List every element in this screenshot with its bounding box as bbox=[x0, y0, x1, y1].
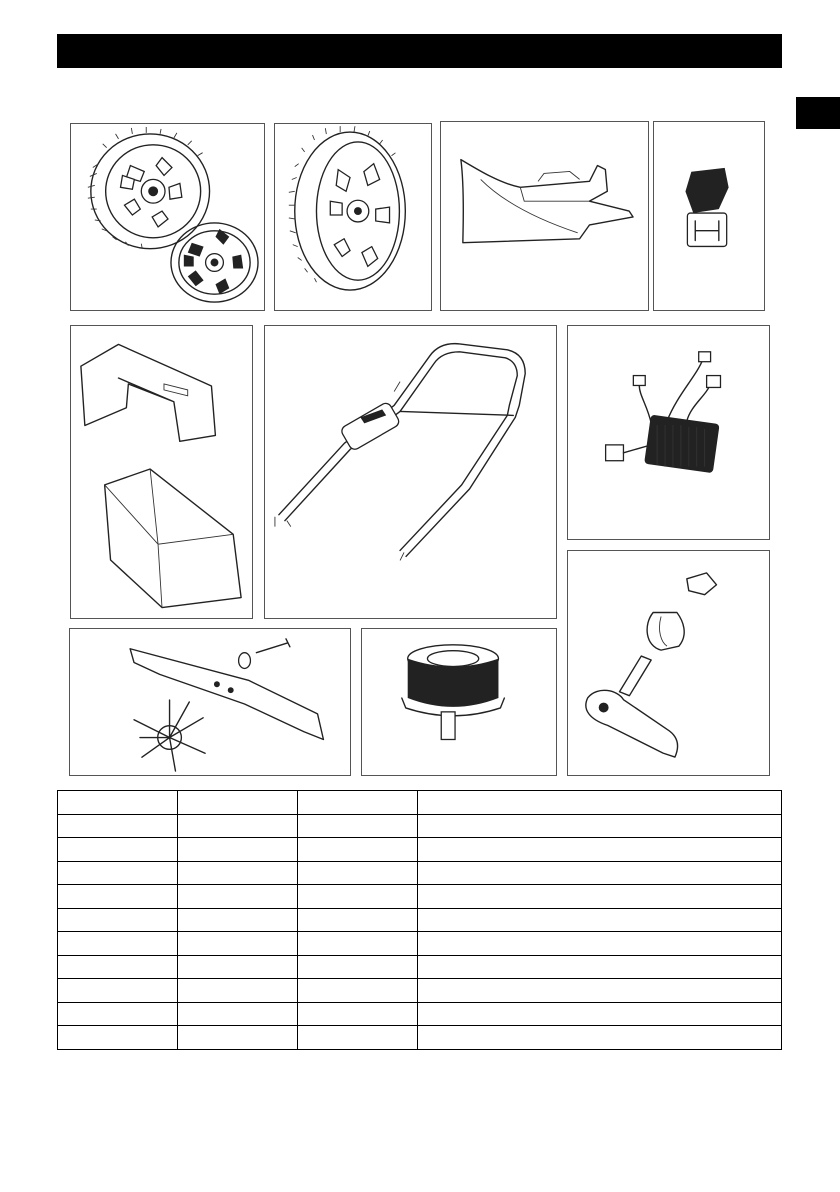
table-cell bbox=[58, 1026, 178, 1050]
table-cell bbox=[418, 932, 782, 956]
deflector-panel bbox=[440, 121, 649, 311]
table-cell bbox=[298, 791, 418, 815]
table-cell bbox=[178, 1002, 298, 1026]
table-row bbox=[58, 908, 782, 932]
rear-wheel-with-hubcap-icon bbox=[71, 124, 264, 310]
table-cell bbox=[418, 1002, 782, 1026]
table-cell bbox=[58, 885, 178, 909]
grass-bag-panel bbox=[70, 325, 253, 619]
safety-key-panel bbox=[653, 121, 765, 311]
table-row bbox=[58, 1026, 782, 1050]
table-cell bbox=[418, 814, 782, 838]
table-cell bbox=[418, 955, 782, 979]
table-cell bbox=[58, 979, 178, 1003]
table-cell bbox=[298, 979, 418, 1003]
table-row bbox=[58, 861, 782, 885]
front-wheel-icon bbox=[275, 124, 431, 310]
table-row bbox=[58, 932, 782, 956]
table-cell bbox=[178, 814, 298, 838]
table-cell bbox=[298, 955, 418, 979]
deflector-icon bbox=[441, 122, 648, 310]
table-row bbox=[58, 814, 782, 838]
table-cell bbox=[418, 861, 782, 885]
table-cell bbox=[418, 979, 782, 1003]
table-row bbox=[58, 791, 782, 815]
table-cell bbox=[298, 885, 418, 909]
handle-assembly-icon bbox=[265, 326, 556, 618]
table-cell bbox=[298, 1002, 418, 1026]
table-cell bbox=[418, 838, 782, 862]
blade-fan-panel bbox=[69, 628, 351, 776]
motor-panel bbox=[361, 628, 557, 776]
safety-key-icon bbox=[654, 122, 764, 310]
table-cell bbox=[298, 861, 418, 885]
table-cell bbox=[298, 838, 418, 862]
table-cell bbox=[418, 908, 782, 932]
blade-and-fan-icon bbox=[70, 629, 350, 775]
switch-box-panel bbox=[567, 550, 770, 776]
table-cell bbox=[58, 861, 178, 885]
table-cell bbox=[298, 1026, 418, 1050]
table-row bbox=[58, 979, 782, 1003]
table-cell bbox=[178, 932, 298, 956]
table-cell bbox=[58, 814, 178, 838]
switch-box-icon bbox=[568, 551, 769, 775]
language-tab bbox=[796, 97, 840, 129]
wiring-harness-icon bbox=[568, 326, 769, 539]
section-header-bar bbox=[57, 34, 782, 68]
table-cell bbox=[418, 1026, 782, 1050]
front-wheel-panel bbox=[274, 123, 432, 311]
table-cell bbox=[178, 838, 298, 862]
table-cell bbox=[58, 932, 178, 956]
parts-table bbox=[57, 790, 782, 1050]
table-cell bbox=[178, 1026, 298, 1050]
handle-assembly-panel bbox=[264, 325, 557, 619]
grass-bag-icon bbox=[71, 326, 252, 618]
table-cell bbox=[298, 932, 418, 956]
table-cell bbox=[178, 908, 298, 932]
table-row bbox=[58, 838, 782, 862]
table-cell bbox=[58, 1002, 178, 1026]
table-cell bbox=[178, 791, 298, 815]
table-cell bbox=[58, 838, 178, 862]
table-row bbox=[58, 885, 782, 909]
table-cell bbox=[418, 885, 782, 909]
wiring-harness-panel bbox=[567, 325, 770, 540]
table-row bbox=[58, 1002, 782, 1026]
table-cell bbox=[178, 885, 298, 909]
table-cell bbox=[58, 955, 178, 979]
rear-wheel-panel bbox=[70, 123, 265, 311]
table-row bbox=[58, 955, 782, 979]
table-cell bbox=[298, 814, 418, 838]
table-cell bbox=[178, 861, 298, 885]
table-cell bbox=[418, 791, 782, 815]
table-cell bbox=[58, 908, 178, 932]
motor-icon bbox=[362, 629, 556, 775]
table-cell bbox=[298, 908, 418, 932]
table-cell bbox=[58, 791, 178, 815]
table-cell bbox=[178, 955, 298, 979]
table-cell bbox=[178, 979, 298, 1003]
